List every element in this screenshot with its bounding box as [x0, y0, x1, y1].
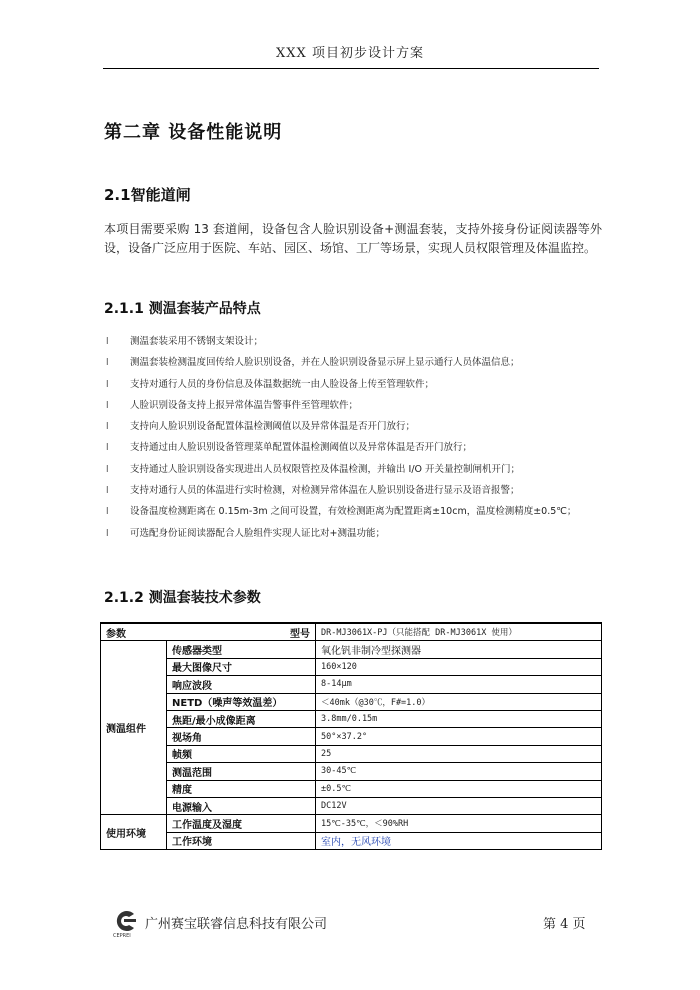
header-model-label: 型号 — [290, 628, 310, 640]
header-param-label: 参数 — [106, 628, 126, 640]
section-heading — [104, 184, 191, 205]
group-label-thermal: 测温组件 — [101, 641, 167, 815]
table-row — [101, 780, 602, 797]
bullet-icon: l — [106, 464, 109, 475]
logo-text: CEPREI — [113, 933, 131, 938]
param-value: 30-45℃ — [316, 763, 602, 780]
param-value: ＜40mk（@30℃，F#=1.0） — [316, 693, 602, 710]
bullet-icon: l — [106, 422, 109, 433]
features-list — [104, 334, 604, 547]
param-label: 测温范围 — [167, 763, 316, 780]
param-label: 视场角 — [167, 728, 316, 745]
param-label: 响应波段 — [167, 676, 316, 693]
param-label: 精度 — [167, 780, 316, 797]
list-item: l 测温套装检测温度回传给人脸识别设备，并在人脸识别设备显示屏上显示通行人员体温信息； — [104, 355, 604, 376]
table-row — [101, 797, 602, 814]
bullet-icon: l — [106, 337, 109, 347]
list-item: l 人脸识别设备支持上报异常体温告警事件至管理软件； — [104, 398, 604, 419]
param-value: 15℃-35℃，＜90%RH — [316, 815, 602, 832]
param-value: ±0.5℃ — [316, 780, 602, 797]
list-item: l 支持向人脸识别设备配置体温检测阈值以及异常体温是否开门放行； — [104, 419, 604, 440]
param-label: 焦距/最小成像距离 — [167, 710, 316, 727]
list-item: l 支持对通行人员的体温进行实时检测，对检测异常体温在人脸识别设备进行显示及语音报警； — [104, 483, 604, 504]
table-row — [101, 710, 602, 727]
company-logo-icon — [112, 908, 140, 938]
group-label-environment: 使用环境 — [101, 815, 167, 850]
bullet-icon: l — [106, 507, 109, 518]
table-row — [101, 693, 602, 710]
spec-table — [100, 622, 602, 850]
table-row — [101, 815, 602, 832]
model-value: DR-MJ3061X-PJ（只能搭配 DR-MJ3061X 使用） — [316, 623, 602, 641]
table-row — [101, 641, 602, 658]
param-label: 帧频 — [167, 745, 316, 762]
param-value: 160×120 — [316, 658, 602, 675]
table-row — [101, 763, 602, 780]
list-item: l 测温套装采用不锈钢支架设计； — [104, 334, 604, 355]
bullet-icon: l — [106, 486, 109, 497]
table-row — [101, 676, 602, 693]
param-value: 25 — [316, 745, 602, 762]
spec-heading: 2.1.2 测温套装技术参数 — [104, 590, 261, 606]
bullet-icon: l — [106, 379, 109, 390]
list-item: l 支持通过人脸识别设备实现进出人员权限管控及体温检测，并输出 I/O 开关量控制闸机开门； — [104, 462, 604, 483]
list-item: l 支持对通行人员的身份信息及体温数据统一由人脸设备上传至管理软件； — [104, 377, 604, 398]
param-label: 最大图像尺寸 — [167, 658, 316, 675]
param-label: 工作温度及湿度 — [167, 815, 316, 832]
table-row — [101, 745, 602, 762]
bullet-icon: l — [106, 400, 109, 411]
param-value: 氧化钒非制冷型探测器 — [316, 641, 602, 658]
bullet-icon: l — [106, 443, 109, 454]
param-value: DC12V — [316, 797, 602, 814]
param-value: 3.8mm/0.15m — [316, 710, 602, 727]
list-item: l 设备温度检测距离在 0.15m-3m 之间可设置，有效检测距离为配置距离±10cm，温度检测精度±0.5℃； — [104, 504, 604, 525]
param-label: 电源输入 — [167, 797, 316, 814]
param-value: 室内，无风环境 — [316, 832, 602, 849]
param-label: 工作环境 — [167, 832, 316, 849]
param-label: 传感器类型 — [167, 641, 316, 658]
chapter-title: 第二章 设备性能说明 — [104, 122, 283, 143]
list-item: l 支持通过由人脸识别设备管理菜单配置体温检测阈值以及异常体温是否开门放行； — [104, 440, 604, 461]
section-title: 智能道闸 — [130, 186, 191, 204]
page-header-title: XXX 项目初步设计方案 — [276, 46, 424, 61]
section-paragraph: 本项目需要采购 13 套道闸，设备包含人脸识别设备+测温套装，支持外接身份证阅读器等外设，设备广泛应用于医院、车站、园区、场馆、工厂等场景，实现人员权限管理及体温监控。 — [104, 222, 602, 255]
footer-company: 广州赛宝联睿信息科技有限公司 — [145, 917, 328, 932]
table-header-row — [101, 623, 602, 641]
param-value: 8-14μm — [316, 676, 602, 693]
bullet-icon: l — [106, 358, 109, 369]
footer-page-number: 第 4 页 — [543, 917, 586, 932]
table-row — [101, 658, 602, 675]
features-heading: 2.1.1 测温套装产品特点 — [104, 301, 261, 317]
param-label: NETD（噪声等效温差） — [167, 693, 316, 710]
param-value: 50°×37.2° — [316, 728, 602, 745]
bullet-icon: l — [106, 528, 109, 539]
table-row — [101, 832, 602, 849]
section-number: 2.1 — [104, 186, 131, 204]
list-item: l 可选配身份证阅读器配合人脸组件实现人证比对+测温功能； — [104, 526, 604, 547]
header-corner-cell — [101, 623, 316, 641]
header-divider — [103, 68, 599, 69]
table-row — [101, 728, 602, 745]
